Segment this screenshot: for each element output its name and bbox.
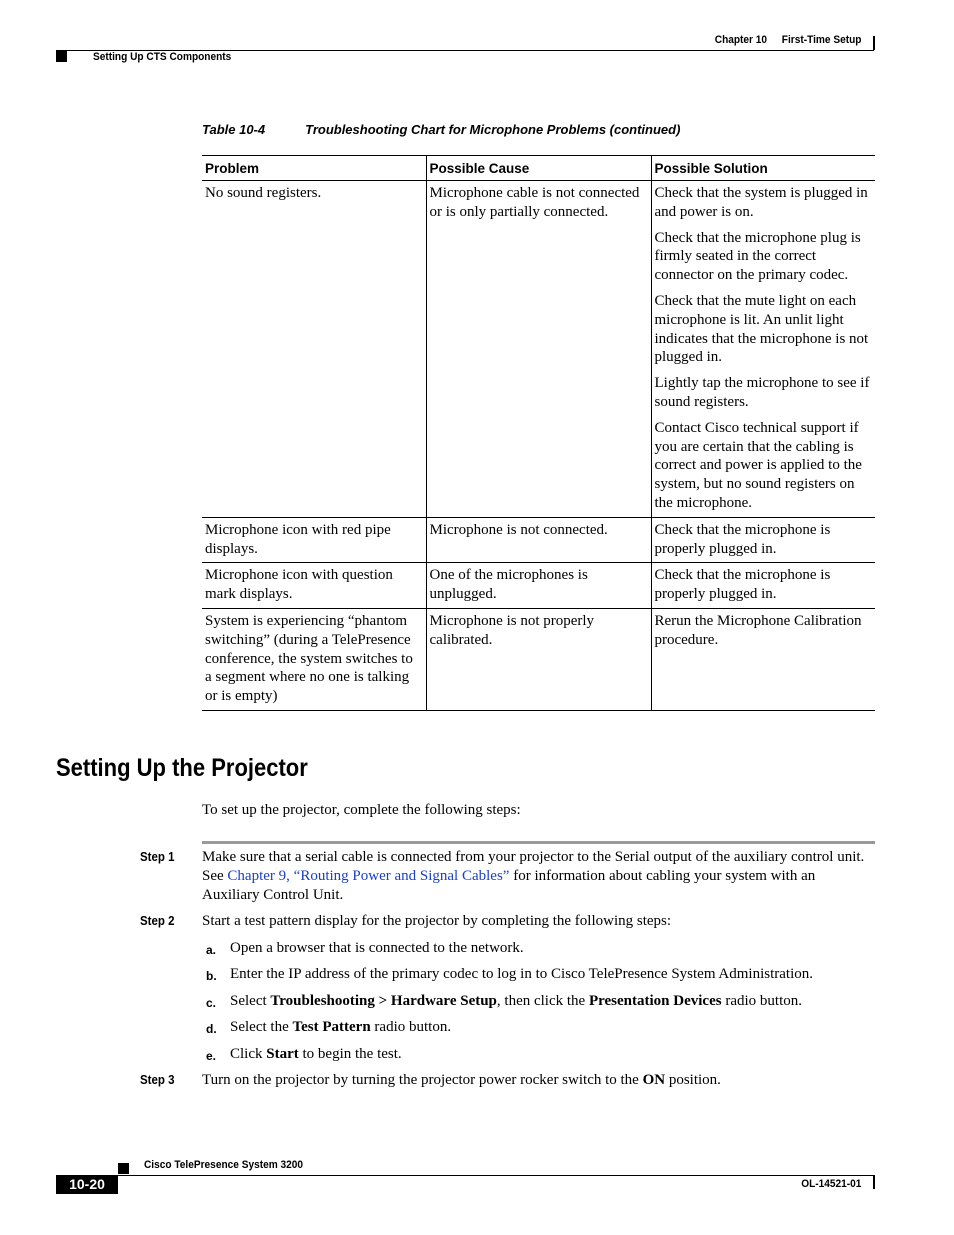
substep-b-text: Enter the IP address of the primary codec to log in to Cisco TelePresence System Administration. — [230, 966, 813, 982]
substep-c-label: c. — [206, 996, 217, 1010]
presentation-devices-term: Presentation Devices — [588, 993, 722, 1009]
substep-a-label: a. — [206, 943, 217, 957]
cause-cell: Microphone is not connected. — [426, 517, 651, 563]
footer-rule — [118, 1175, 874, 1176]
solution-cell — [651, 181, 875, 518]
substep-e-text-2: to begin the test. — [298, 1046, 402, 1062]
solution-paragraph: Check that the mute light on each microphone is lit. An unlit light indicates that the microphone is not plugged in. — [654, 292, 869, 366]
substep-a-text: Open a browser that is connected to the network. — [230, 940, 524, 956]
troubleshooting-table — [202, 155, 875, 711]
step-3-text — [202, 1071, 875, 1090]
step-1-text-before: Make sure that a serial cable is connected from your projector to the Serial output of the auxiliary control unit. See — [202, 849, 865, 884]
substep-b-label: b. — [206, 969, 217, 983]
solution-cell — [651, 608, 875, 710]
table-caption-number: Table 10-4 — [202, 122, 266, 137]
solution-paragraph: Check that the microphone is properly plugged in. — [654, 567, 831, 603]
footer-product-name: Cisco TelePresence System 3200 — [144, 1159, 304, 1171]
step-2-text: Start a test pattern display for the projector by completing the following steps: — [202, 913, 672, 929]
section-intro: To set up the projector, complete the following steps: — [202, 802, 521, 818]
table-caption — [202, 122, 680, 137]
solution-paragraph: Lightly tap the microphone to see if sound registers. — [654, 375, 870, 410]
solution-cell — [651, 563, 875, 609]
step-3-label: Step 3 — [140, 1073, 175, 1087]
substep-c-text-2: , then click the — [496, 993, 589, 1009]
footer-marker-square — [118, 1163, 129, 1174]
step-2-label: Step 2 — [140, 914, 175, 928]
footer-tick-mark — [873, 1175, 875, 1189]
problem-cell: Microphone icon with question mark displays. — [202, 563, 426, 609]
chapter-9-link[interactable]: Chapter 9, “Routing Power and Signal Cables” — [227, 868, 510, 884]
problem-cell: System is experiencing “phantom switching” (during a TelePresence conference, the system switches to a segment where no one is talking or is empty) — [202, 608, 426, 710]
step-1-label: Step 1 — [140, 850, 175, 864]
on-position-term: ON — [642, 1072, 666, 1088]
step-1-text-after: for information about cabling your system with an Auxiliary Control Unit. — [202, 868, 816, 903]
cause-cell: One of the microphones is unplugged. — [426, 563, 651, 609]
problem-cell: Microphone icon with red pipe displays. — [202, 517, 426, 563]
running-header-chapter — [714, 34, 861, 46]
substep-c-text — [230, 992, 875, 1011]
cause-cell: Microphone is not properly calibrated. — [426, 608, 651, 710]
step-3-text-2: position. — [665, 1072, 721, 1088]
substep-d-text — [230, 1018, 875, 1037]
section-heading: Setting Up the Projector — [56, 754, 308, 782]
steps-divider — [202, 841, 875, 844]
table-row — [202, 563, 875, 609]
solution-paragraph: Rerun the Microphone Calibration procedure. — [654, 612, 862, 648]
solution-paragraph: Check that the microphone plug is firmly seated in the correct connector on the primary codec. — [654, 229, 861, 284]
substep-e-label: e. — [206, 1049, 217, 1063]
solution-paragraph: Contact Cisco technical support if you are certain that the cabling is correct and power is applied to the system, but no sound registers on the microphone. — [654, 419, 862, 511]
document-id: OL-14521-01 — [800, 1178, 861, 1190]
solution-paragraph: Check that the system is plugged in and power is on. — [654, 185, 868, 220]
header-tick-mark — [873, 36, 875, 50]
chapter-title: First-Time Setup — [781, 34, 861, 46]
substep-e-text — [230, 1045, 875, 1064]
step-3-text-1: Turn on the projector by turning the projector power rocker switch to the — [202, 1072, 643, 1088]
column-header-solution: Possible Solution — [651, 156, 875, 181]
table-row — [202, 517, 875, 563]
step-1-text — [202, 848, 875, 905]
solution-paragraph: Check that the microphone is properly plugged in. — [654, 521, 831, 557]
column-header-cause: Possible Cause — [426, 156, 651, 181]
substep-e-text-1: Click — [230, 1046, 267, 1062]
problem-cell: No sound registers. — [202, 181, 426, 518]
running-header-section: Setting Up CTS Components — [93, 51, 232, 63]
table-header-row — [202, 156, 875, 181]
cause-cell: Microphone cable is not connected or is only partially connected. — [426, 181, 651, 518]
substep-d-text-2: radio button. — [370, 1019, 452, 1035]
solution-cell — [651, 517, 875, 563]
substep-d-label: d. — [206, 1022, 217, 1036]
menu-path-troubleshooting-hardware-setup: Troubleshooting > Hardware Setup — [270, 993, 497, 1009]
substep-c-text-1: Select — [230, 993, 271, 1009]
table-row — [202, 181, 875, 518]
header-marker-square — [56, 51, 67, 62]
chapter-number: Chapter 10 — [714, 34, 767, 46]
column-header-problem: Problem — [202, 156, 426, 181]
substep-c-text-3: radio button. — [721, 993, 802, 1009]
start-term: Start — [266, 1046, 299, 1062]
substep-d-text-1: Select the — [230, 1019, 293, 1035]
table-row — [202, 608, 875, 710]
page-number: 10-20 — [56, 1175, 118, 1194]
table-caption-title: Troubleshooting Chart for Microphone Problems (continued) — [305, 122, 681, 137]
test-pattern-term: Test Pattern — [292, 1019, 371, 1035]
